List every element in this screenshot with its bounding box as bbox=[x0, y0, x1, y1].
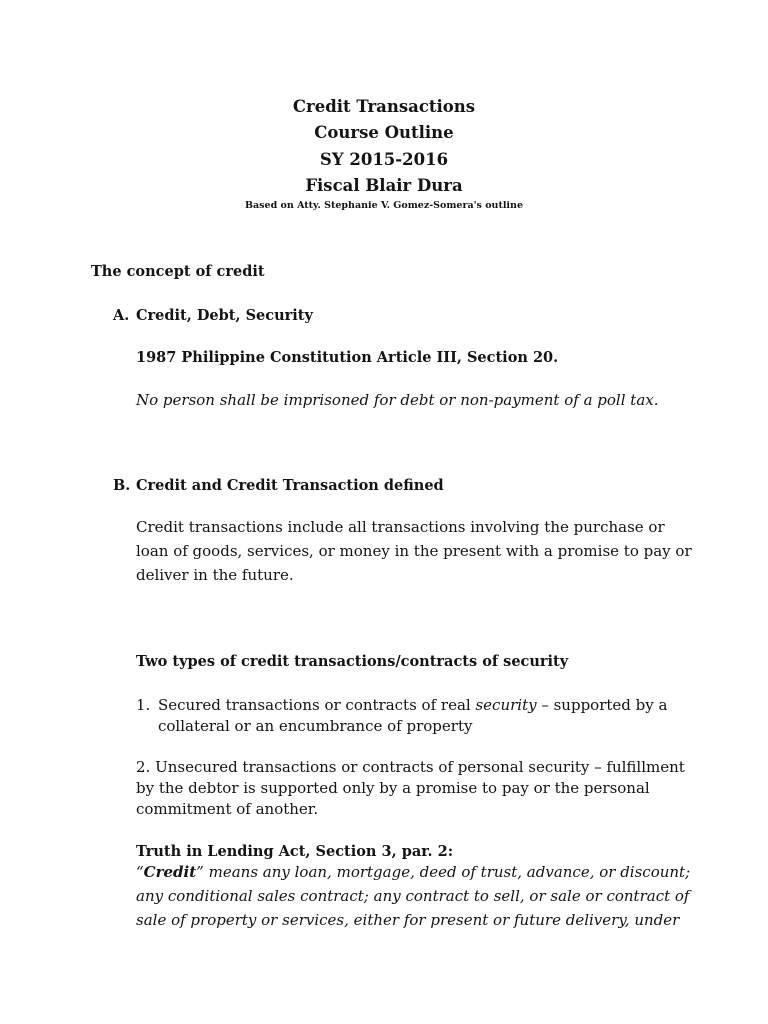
quote-line: sale of property or services, either for present or future delivery, under bbox=[136, 911, 680, 929]
list-item-unsecured bbox=[136, 757, 736, 820]
secured-text-rest: – supported by a bbox=[536, 696, 668, 714]
truth-in-lending-heading: Truth in Lending Act, Section 3, par. 2: bbox=[136, 843, 454, 860]
list-item-line: by the debtor is supported only by a promise to pay or the personal bbox=[136, 779, 650, 797]
part-a-label: A. bbox=[113, 307, 130, 324]
paragraph-line: deliver in the future. bbox=[136, 566, 294, 584]
school-year-title: SY 2015-2016 bbox=[319, 150, 449, 169]
list-item-line bbox=[158, 695, 718, 716]
part-a-heading: Credit, Debt, Security bbox=[136, 307, 313, 324]
quote-line: any conditional sales contract; any contract to sell, or sale or contract of bbox=[136, 887, 690, 905]
constitution-quote: No person shall be imprisoned for debt or non-payment of a poll tax. bbox=[136, 391, 659, 409]
quote-line bbox=[136, 862, 690, 883]
quote-line-rest: ” means any loan, mortgage, deed of trust, advance, or discount; bbox=[196, 863, 691, 881]
credit-term: Credit bbox=[143, 863, 197, 881]
list-item-number: 1. bbox=[136, 696, 151, 714]
list-item-line: 2. Unsecured transactions or contracts of personal security – fulfillment bbox=[136, 758, 685, 776]
list-item-secured bbox=[158, 695, 718, 737]
credit-types-heading: Two types of credit transactions/contracts of security bbox=[136, 653, 569, 670]
constitution-reference: 1987 Philippine Constitution Article III, Section 20. bbox=[136, 349, 559, 366]
security-term: security bbox=[475, 696, 537, 714]
outline-attribution: Based on Atty. Stephanie V. Gomez-Somera's outline bbox=[245, 200, 523, 211]
credit-definition-paragraph bbox=[136, 517, 736, 586]
secured-text: Secured transactions or contracts of real bbox=[158, 696, 476, 714]
part-b-label: B. bbox=[113, 477, 131, 494]
part-b-heading: Credit and Credit Transaction defined bbox=[136, 477, 444, 494]
paragraph-line: Credit transactions include all transactions involving the purchase or bbox=[136, 518, 665, 536]
list-item-line: collateral or an encumbrance of property bbox=[158, 717, 473, 735]
document-title: Credit Transactions bbox=[292, 97, 476, 116]
author-title: Fiscal Blair Dura bbox=[305, 176, 463, 195]
section-heading: The concept of credit bbox=[91, 263, 265, 280]
paragraph-line: loan of goods, services, or money in the present with a promise to pay or bbox=[136, 542, 692, 560]
course-outline-title: Course Outline bbox=[314, 123, 454, 142]
credit-definition-quote bbox=[136, 862, 690, 931]
list-item-line: commitment of another. bbox=[136, 800, 319, 818]
open-quote: “ bbox=[136, 863, 144, 881]
